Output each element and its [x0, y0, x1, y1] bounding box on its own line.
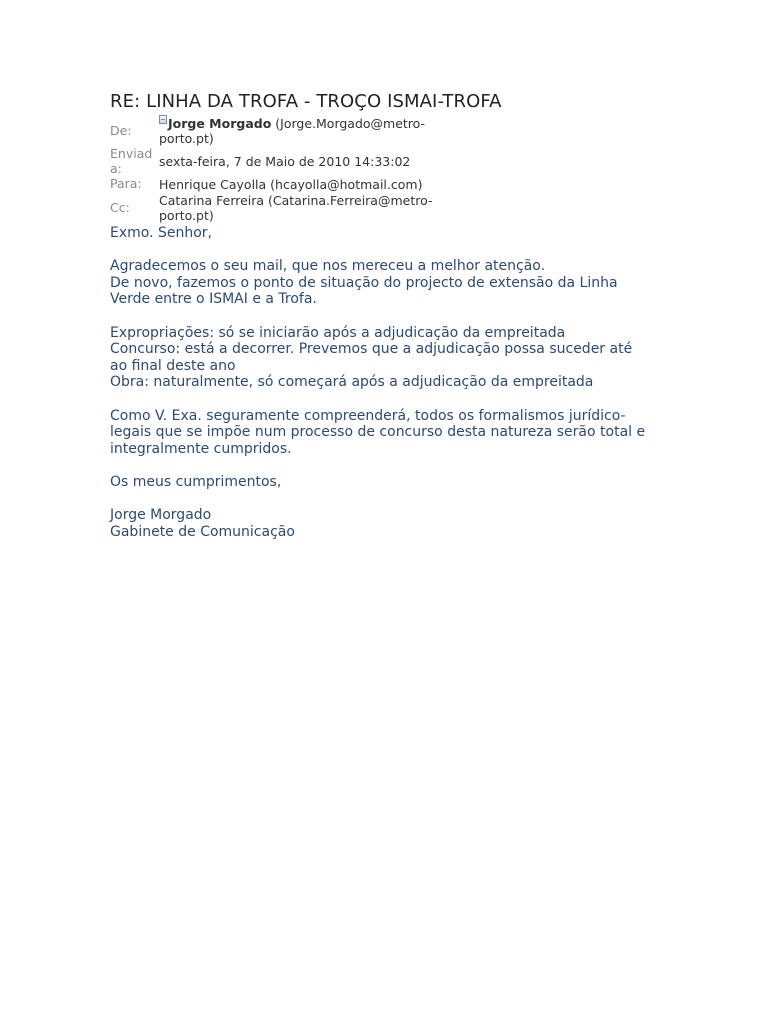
- header-to-row: [110, 176, 670, 192]
- header-sent-row: [110, 146, 670, 176]
- email-headers: [110, 115, 670, 223]
- email-message: [110, 90, 670, 540]
- header-cc-row: [110, 192, 670, 223]
- email-subject: RE: LINHA DA TROFA - TROÇO ISMAI-TROFA: [110, 91, 502, 112]
- cc-value[interactable]: Catarina Ferreira (Catarina.Ferreira@metro- porto.pt): [159, 192, 433, 223]
- signature-title: Gabinete de Comunicação: [110, 523, 295, 540]
- body-paragraph-2: Expropriações: só se iniciarão após a adjudicação da empreitada Concurso: está a decorrer. Prevemos que a adjudicação possa suceder até ao final deste ano Obra: naturalmente, só começará após a adjudicação da empreitada: [110, 324, 633, 391]
- body-paragraph-1: Agradecemos o seu mail, que nos mereceu a melhor atenção. De novo, fazemos o ponto de situação do projecto de extensão da Linha Verde entre o ISMAI e a Trofa.: [110, 258, 618, 308]
- contact-card-icon: [159, 115, 167, 124]
- body-paragraph-3: Como V. Exa. seguramente compreenderá, todos os formalismos jurídico- legais que se impõe num processo de concurso desta natureza serão total e integralmente cumpridos.: [110, 407, 646, 457]
- body-closing: Os meus cumprimentos,: [110, 473, 282, 490]
- email-body: [110, 225, 670, 540]
- sender-address[interactable]: (Jorge.Morgado@metro- porto.pt): [159, 115, 426, 146]
- body-greeting: Exmo. Senhor,: [110, 225, 213, 241]
- sender-name[interactable]: Jorge Morgado: [168, 115, 272, 131]
- from-label: De:: [110, 122, 132, 138]
- signature-name: Jorge Morgado: [110, 507, 212, 524]
- to-value[interactable]: Henrique Cayolla (hcayolla@hotmail.com): [159, 176, 423, 192]
- header-from-row: [110, 115, 670, 146]
- to-label: Para:: [110, 176, 142, 191]
- sent-value: sexta-feira, 7 de Maio de 2010 14:33:02: [159, 153, 411, 169]
- sent-label: Enviad a:: [110, 146, 153, 176]
- cc-label: Cc:: [110, 199, 130, 215]
- from-value: [159, 116, 449, 146]
